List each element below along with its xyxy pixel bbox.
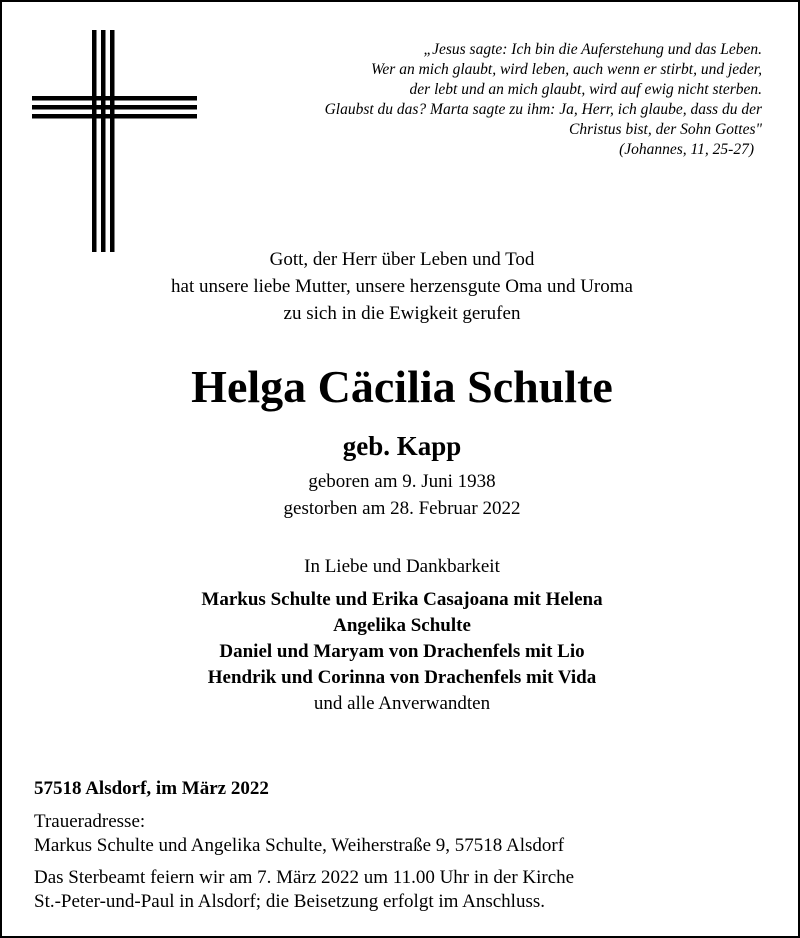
mourning-address: Markus Schulte und Angelika Schulte, Weiherstraße 9, 57518 Alsdorf	[34, 835, 565, 856]
cross-icon	[32, 30, 197, 252]
intro-line: zu sich in die Ewigkeit gerufen	[283, 303, 521, 324]
verse-line: „Jesus sagte: Ich bin die Auferstehung und das Leben.	[423, 41, 762, 58]
intro-line: Gott, der Herr über Leben und Tod	[269, 249, 535, 270]
life-dates	[2, 468, 800, 522]
service-info	[34, 866, 774, 914]
deceased-name: Helga Cäcilia Schulte	[191, 361, 613, 412]
intro-line: hat unsere liebe Mutter, unsere herzensgute Oma und Uroma	[171, 276, 633, 297]
verse-line: Wer an mich glaubt, wird leben, auch wenn er stirbt, und jeder,	[370, 61, 762, 78]
maiden-name: geb. Kapp	[342, 431, 462, 461]
bible-verse	[202, 40, 762, 160]
address-label: Traueradresse:	[34, 811, 146, 832]
birth-date: geboren am 9. Juni 1938	[308, 471, 496, 492]
mourner-name: Daniel und Maryam von Drachenfels mit Lio	[219, 641, 585, 662]
verse-line: der lebt und an mich glaubt, wird auf ewig nicht sterben.	[409, 81, 762, 98]
verse-reference: (Johannes, 11, 25-27)	[619, 141, 754, 158]
footer	[34, 777, 774, 914]
death-date: gestorben am 28. Februar 2022	[283, 498, 521, 519]
verse-line: Christus bist, der Sohn Gottes"	[569, 121, 762, 138]
mourners-closing: und alle Anverwandten	[313, 693, 491, 714]
service-line: Das Sterbeamt feiern wir am 7. März 2022 um 11.00 Uhr in der Kirche	[34, 867, 575, 888]
mourners-list	[2, 587, 800, 717]
mourner-name: Angelika Schulte	[333, 615, 471, 636]
mourner-name: Markus Schulte und Erika Casajoana mit Helena	[201, 589, 603, 610]
mourner-name: Hendrik und Corinna von Drachenfels mit Vida	[207, 667, 597, 688]
verse-line: Glaubst du das? Marta sagte zu ihm: Ja, Herr, ich glaube, dass du der	[324, 101, 762, 118]
intro-text	[2, 246, 800, 327]
mourners-heading: In Liebe und Dankbarkeit	[304, 556, 500, 577]
place-date: 57518 Alsdorf, im März 2022	[34, 778, 269, 799]
service-line: St.-Peter-und-Paul in Alsdorf; die Beisetzung erfolgt im Anschluss.	[34, 891, 545, 912]
